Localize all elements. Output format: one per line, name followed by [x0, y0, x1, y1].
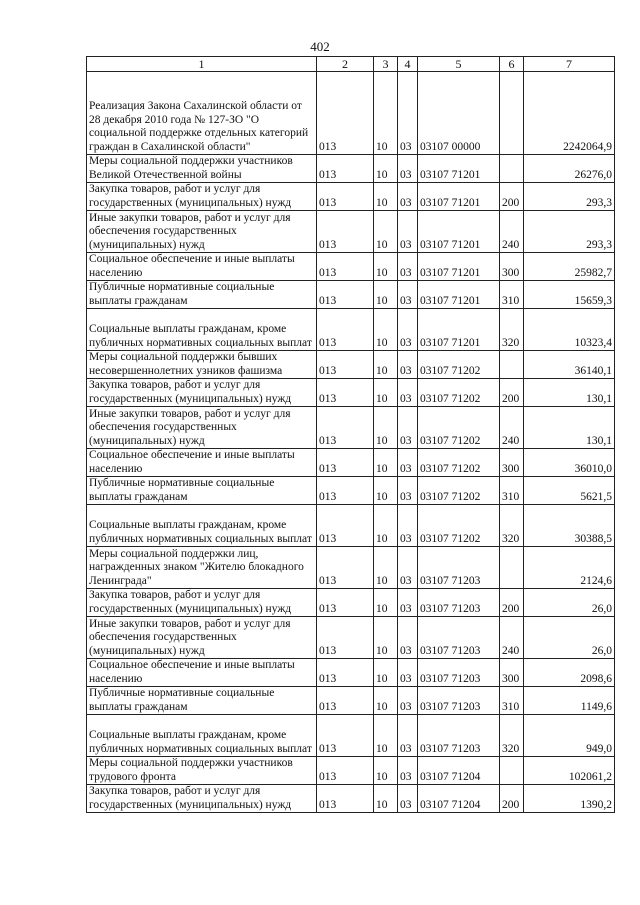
row-description: Закупка товаров, работ и услуг для государственных (муниципальных) нужд: [87, 379, 317, 407]
row-subsection-code: 03: [398, 281, 418, 309]
row-target-code: 03107 71201: [418, 155, 500, 183]
row-expense-type: 300: [500, 449, 524, 477]
table-row: [87, 715, 615, 757]
row-ministry-code: 013: [317, 211, 374, 253]
row-description: Иные закупки товаров, работ и услуг для обеспечения государственных (муниципальных) нужд: [87, 407, 317, 449]
row-expense-type: [500, 155, 524, 183]
row-section-code: 10: [374, 211, 398, 253]
row-description: Меры социальной поддержки бывших несовершеннолетних узников фашизма: [87, 351, 317, 379]
row-description: Публичные нормативные социальные выплаты гражданам: [87, 477, 317, 505]
row-subsection-code: 03: [398, 505, 418, 547]
row-subsection-code: 03: [398, 351, 418, 379]
budget-table: [86, 56, 615, 813]
row-amount: 26,0: [524, 617, 615, 659]
row-description: Меры социальной поддержки участников трудового фронта: [87, 757, 317, 785]
row-description: Закупка товаров, работ и услуг для государственных (муниципальных) нужд: [87, 589, 317, 617]
row-ministry-code: 013: [317, 351, 374, 379]
row-section-code: 10: [374, 281, 398, 309]
header-col-3: 3: [374, 57, 398, 72]
row-section-code: 10: [374, 687, 398, 715]
row-expense-type: 240: [500, 211, 524, 253]
table-row: [87, 309, 615, 351]
row-target-code: 03107 71204: [418, 785, 500, 813]
row-expense-type: 300: [500, 253, 524, 281]
row-target-code: 03107 71203: [418, 617, 500, 659]
table-row: [87, 505, 615, 547]
row-ministry-code: 013: [317, 407, 374, 449]
table-row: [87, 281, 615, 309]
row-target-code: 03107 71202: [418, 379, 500, 407]
row-amount: 5621,5: [524, 477, 615, 505]
row-expense-type: [500, 72, 524, 155]
row-expense-type: 240: [500, 407, 524, 449]
row-description: Публичные нормативные социальные выплаты гражданам: [87, 687, 317, 715]
row-description: Социальное обеспечение и иные выплаты населению: [87, 253, 317, 281]
row-section-code: 10: [374, 785, 398, 813]
table-row: [87, 379, 615, 407]
row-ministry-code: 013: [317, 687, 374, 715]
row-amount: 2242064,9: [524, 72, 615, 155]
table-row: [87, 687, 615, 715]
row-ministry-code: 013: [317, 477, 374, 505]
row-ministry-code: 013: [317, 589, 374, 617]
row-description: Меры социальной поддержки лиц, награжденных знаком "Жителю блокадного Ленинграда": [87, 547, 317, 589]
row-subsection-code: 03: [398, 72, 418, 155]
row-section-code: 10: [374, 309, 398, 351]
row-amount: 130,1: [524, 379, 615, 407]
row-expense-type: 310: [500, 281, 524, 309]
row-subsection-code: 03: [398, 379, 418, 407]
row-ministry-code: 013: [317, 309, 374, 351]
row-description: Закупка товаров, работ и услуг для государственных (муниципальных) нужд: [87, 785, 317, 813]
row-amount: 1149,6: [524, 687, 615, 715]
row-section-code: 10: [374, 715, 398, 757]
row-expense-type: 320: [500, 309, 524, 351]
row-amount: 1390,2: [524, 785, 615, 813]
row-target-code: 03107 71202: [418, 477, 500, 505]
row-target-code: 03107 71201: [418, 183, 500, 211]
row-target-code: 03107 71201: [418, 309, 500, 351]
row-section-code: 10: [374, 407, 398, 449]
row-amount: 36140,1: [524, 351, 615, 379]
row-expense-type: 200: [500, 785, 524, 813]
row-description: Социальное обеспечение и иные выплаты населению: [87, 659, 317, 687]
header-col-5: 5: [418, 57, 500, 72]
row-amount: 293,3: [524, 211, 615, 253]
table-row: [87, 757, 615, 785]
row-amount: 26,0: [524, 589, 615, 617]
table-row: [87, 547, 615, 589]
row-amount: 2098,6: [524, 659, 615, 687]
row-ministry-code: 013: [317, 659, 374, 687]
row-expense-type: 310: [500, 477, 524, 505]
row-section-code: 10: [374, 659, 398, 687]
row-target-code: 03107 71203: [418, 659, 500, 687]
row-expense-type: 200: [500, 183, 524, 211]
row-expense-type: 320: [500, 715, 524, 757]
table-row: [87, 253, 615, 281]
header-col-1: 1: [87, 57, 317, 72]
row-subsection-code: 03: [398, 253, 418, 281]
row-target-code: 03107 71202: [418, 407, 500, 449]
row-section-code: 10: [374, 253, 398, 281]
row-description: Социальные выплаты гражданам, кроме публичных нормативных социальных выплат: [87, 505, 317, 547]
row-amount: 36010,0: [524, 449, 615, 477]
row-section-code: 10: [374, 351, 398, 379]
row-target-code: 03107 71203: [418, 589, 500, 617]
table-row: [87, 72, 615, 155]
row-expense-type: 300: [500, 659, 524, 687]
row-section-code: 10: [374, 617, 398, 659]
row-expense-type: [500, 547, 524, 589]
row-section-code: 10: [374, 547, 398, 589]
row-description: Публичные нормативные социальные выплаты гражданам: [87, 281, 317, 309]
row-subsection-code: 03: [398, 757, 418, 785]
row-section-code: 10: [374, 449, 398, 477]
row-subsection-code: 03: [398, 211, 418, 253]
row-subsection-code: 03: [398, 155, 418, 183]
row-target-code: 03107 71203: [418, 547, 500, 589]
row-ministry-code: 013: [317, 547, 374, 589]
row-subsection-code: 03: [398, 659, 418, 687]
row-target-code: 03107 71203: [418, 715, 500, 757]
table-row: [87, 617, 615, 659]
row-ministry-code: 013: [317, 757, 374, 785]
table-row: [87, 407, 615, 449]
row-subsection-code: 03: [398, 309, 418, 351]
row-description: Иные закупки товаров, работ и услуг для обеспечения государственных (муниципальных) нужд: [87, 211, 317, 253]
row-subsection-code: 03: [398, 785, 418, 813]
row-subsection-code: 03: [398, 449, 418, 477]
row-ministry-code: 013: [317, 183, 374, 211]
row-expense-type: [500, 757, 524, 785]
row-subsection-code: 03: [398, 617, 418, 659]
row-amount: 15659,3: [524, 281, 615, 309]
row-ministry-code: 013: [317, 72, 374, 155]
row-subsection-code: 03: [398, 407, 418, 449]
table-row: [87, 211, 615, 253]
row-subsection-code: 03: [398, 477, 418, 505]
row-expense-type: 320: [500, 505, 524, 547]
header-row: [87, 57, 615, 72]
row-section-code: 10: [374, 757, 398, 785]
row-amount: 10323,4: [524, 309, 615, 351]
header-col-6: 6: [500, 57, 524, 72]
row-expense-type: 240: [500, 617, 524, 659]
row-section-code: 10: [374, 183, 398, 211]
row-section-code: 10: [374, 589, 398, 617]
row-subsection-code: 03: [398, 547, 418, 589]
row-description: Социальные выплаты гражданам, кроме публичных нормативных социальных выплат: [87, 715, 317, 757]
header-col-4: 4: [398, 57, 418, 72]
row-description: Меры социальной поддержки участников Великой Отечественной войны: [87, 155, 317, 183]
row-subsection-code: 03: [398, 183, 418, 211]
row-section-code: 10: [374, 379, 398, 407]
row-ministry-code: 013: [317, 155, 374, 183]
row-target-code: 03107 71202: [418, 449, 500, 477]
row-ministry-code: 013: [317, 617, 374, 659]
row-subsection-code: 03: [398, 589, 418, 617]
row-description: Реализация Закона Сахалинской области от 28 декабря 2010 года № 127-ЗО "О социальной поддержке отдельных категорий граждан в Сахалинской области": [87, 72, 317, 155]
row-target-code: 03107 71201: [418, 253, 500, 281]
row-ministry-code: 013: [317, 281, 374, 309]
row-subsection-code: 03: [398, 715, 418, 757]
row-amount: 293,3: [524, 183, 615, 211]
row-ministry-code: 013: [317, 785, 374, 813]
row-section-code: 10: [374, 505, 398, 547]
row-expense-type: 310: [500, 687, 524, 715]
row-amount: 102061,2: [524, 757, 615, 785]
header-col-7: 7: [524, 57, 615, 72]
row-target-code: 03107 00000: [418, 72, 500, 155]
table-row: [87, 785, 615, 813]
row-expense-type: [500, 351, 524, 379]
row-section-code: 10: [374, 155, 398, 183]
row-ministry-code: 013: [317, 505, 374, 547]
row-amount: 949,0: [524, 715, 615, 757]
row-expense-type: 200: [500, 589, 524, 617]
row-amount: 26276,0: [524, 155, 615, 183]
page-number: 402: [310, 39, 330, 54]
row-ministry-code: 013: [317, 449, 374, 477]
table-row: [87, 589, 615, 617]
row-amount: 25982,7: [524, 253, 615, 281]
row-target-code: 03107 71204: [418, 757, 500, 785]
table-row: [87, 155, 615, 183]
row-expense-type: 200: [500, 379, 524, 407]
row-target-code: 03107 71201: [418, 281, 500, 309]
row-amount: 130,1: [524, 407, 615, 449]
table-row: [87, 477, 615, 505]
header-col-2: 2: [317, 57, 374, 72]
row-description: Социальное обеспечение и иные выплаты населению: [87, 449, 317, 477]
row-amount: 30388,5: [524, 505, 615, 547]
row-target-code: 03107 71202: [418, 505, 500, 547]
row-ministry-code: 013: [317, 379, 374, 407]
row-subsection-code: 03: [398, 687, 418, 715]
row-target-code: 03107 71201: [418, 211, 500, 253]
table-row: [87, 659, 615, 687]
row-section-code: 10: [374, 477, 398, 505]
row-ministry-code: 013: [317, 253, 374, 281]
table-row: [87, 183, 615, 211]
table-row: [87, 449, 615, 477]
row-section-code: 10: [374, 72, 398, 155]
row-description: Иные закупки товаров, работ и услуг для обеспечения государственных (муниципальных) нужд: [87, 617, 317, 659]
row-amount: 2124,6: [524, 547, 615, 589]
row-description: Закупка товаров, работ и услуг для государственных (муниципальных) нужд: [87, 183, 317, 211]
row-description: Социальные выплаты гражданам, кроме публичных нормативных социальных выплат: [87, 309, 317, 351]
row-target-code: 03107 71202: [418, 351, 500, 379]
row-target-code: 03107 71203: [418, 687, 500, 715]
table-row: [87, 351, 615, 379]
row-ministry-code: 013: [317, 715, 374, 757]
